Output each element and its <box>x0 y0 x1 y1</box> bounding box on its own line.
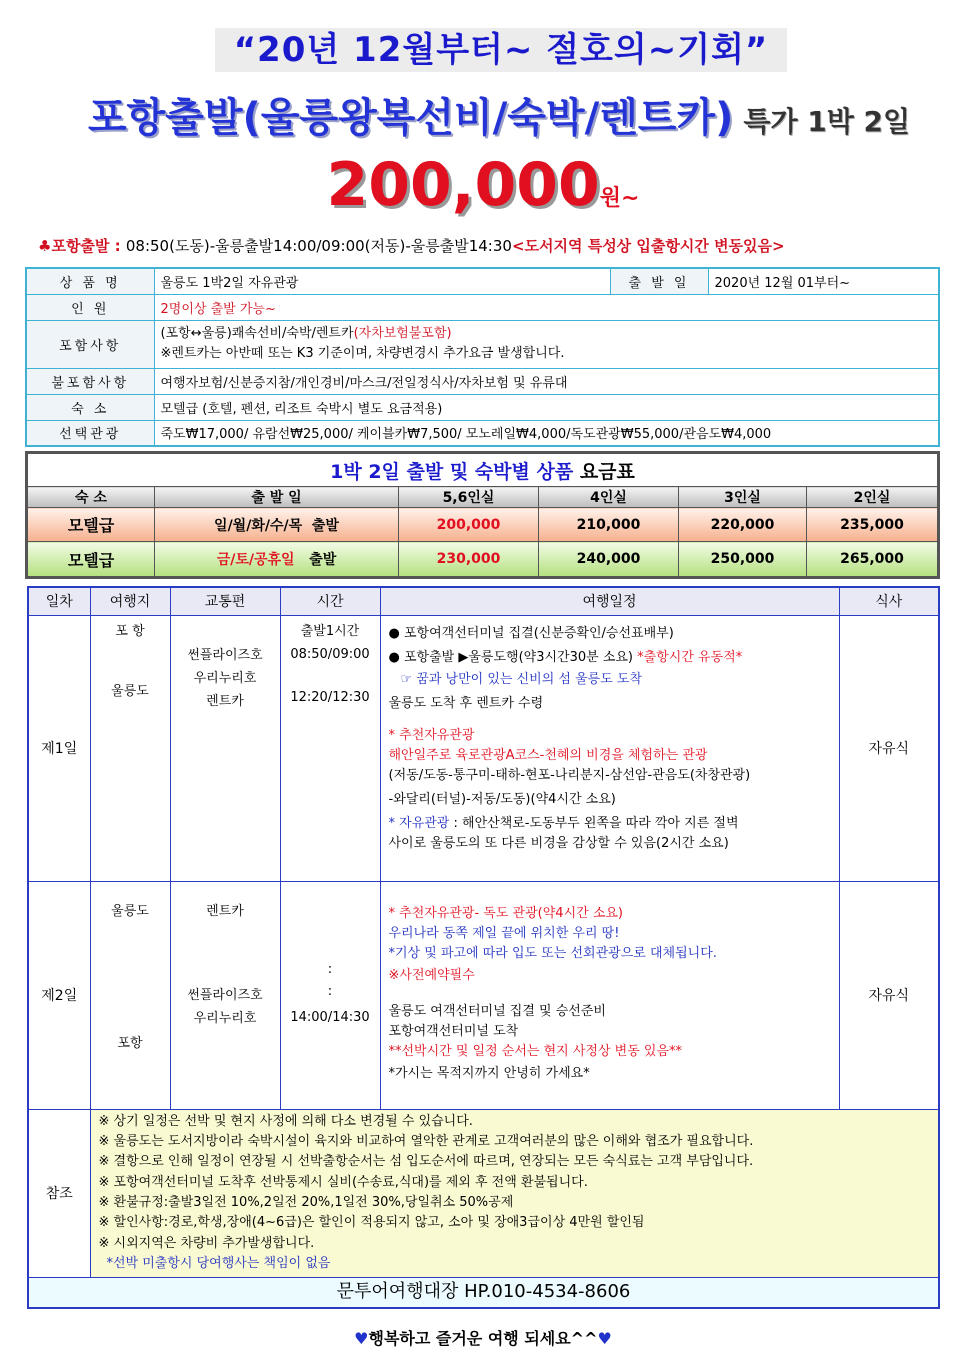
note-line: ※ 시외지역은 차량비 추가발생합니다. <box>98 1235 315 1251</box>
day-label: 제1일 <box>28 615 90 881</box>
note-line: *선박 미출항시 당여행사는 책임이 없음 <box>106 1256 331 1272</box>
fare-days <box>155 508 399 542</box>
contact-bar: 문투어여행대장 HP.010-4534-8606 <box>27 1277 940 1309</box>
fare-header-room: 2인실 <box>807 487 939 508</box>
fare-title <box>27 453 939 487</box>
itinerary-line: (저동/도동-통구미-태하-현포-나리분지-삼선암-관음도(차창관광) <box>388 767 751 783</box>
itinerary-line: ☞ 꿈과 낭만이 있는 신비의 섬 울릉도 도착 <box>400 671 643 687</box>
note-line: ※ 울릉도는 도서지방이라 숙박시설이 육지와 비교하여 열악한 관계로 고객여러분의 많은 이해와 협조가 필요합니다. <box>98 1133 754 1149</box>
notes-label: 참조 <box>28 1109 90 1278</box>
fare-lodging: 모텔급 <box>27 542 155 578</box>
footer-text: 행복하고 즐거운 여행 되세요^^ <box>368 1329 598 1348</box>
time: 14:00/14:30 <box>290 1009 370 1025</box>
place: 울릉도 <box>111 683 149 699</box>
place: 포 항 <box>115 623 145 639</box>
price-display <box>0 150 966 220</box>
option-value: 죽도₩17,000/ 유람선₩25,000/ 케이블카₩7,500/ 모노레일₩4,000/독도관광₩55,000/관음도₩4,000 <box>154 420 939 446</box>
include-note: (자차보험불포함) <box>353 326 452 341</box>
fare-header-room: 4인실 <box>539 487 679 508</box>
product-value: 울릉도 1박2일 자유관광 <box>154 268 610 294</box>
schedule-notes <box>28 1109 939 1278</box>
time: : <box>327 983 333 999</box>
itinerary-line: **선박시간 및 일정 순서는 현지 사정상 변동 있음** <box>388 1043 683 1059</box>
schedule-header-time: 시간 <box>280 587 380 615</box>
fare-table <box>25 451 940 579</box>
day-label: 제2일 <box>28 881 90 1109</box>
schedule-header-day: 일차 <box>28 587 90 615</box>
page-title <box>88 86 911 146</box>
fare-header-days: 출 발 일 <box>155 487 399 508</box>
people-value: 2명이상 출발 가능~ <box>154 294 939 320</box>
note-line: ※ 포항여객선터미널 도착후 선박통제시 실비(수송료,식대)를 제외 후 전액 환불됩니다. <box>98 1174 588 1190</box>
depart-label: 출 발 일 <box>610 268 708 294</box>
place: 울릉도 <box>111 903 149 919</box>
exclude-value: 여행자보험/신분증지참/개인경비/마스크/전일정식사/자차보험 및 유류대 <box>154 368 939 394</box>
lodging-label: 숙 소 <box>26 394 154 420</box>
title-sub: 특가 1박 2일 <box>743 105 911 138</box>
itinerary-line: * 추천자유관광- 독도 관광(약4시간 소요) <box>388 905 624 921</box>
departure-row <box>38 235 785 256</box>
schedule-day2 <box>28 881 939 1109</box>
price-unit: 원~ <box>599 186 640 211</box>
include-line1: (포항↔울릉)쾌속선비/숙박/렌트카 <box>160 326 354 341</box>
include-value <box>154 320 939 368</box>
people-label: 인 원 <box>26 294 154 320</box>
itinerary-line: 사이로 울릉도의 또 다른 비경을 감상할 수 있음(2시간 소요) <box>388 835 729 851</box>
transport: 우리누리호 <box>193 1010 257 1026</box>
transport: 렌트카 <box>206 693 244 709</box>
time: 12:20/12:30 <box>290 689 370 705</box>
transport: 우리누리호 <box>193 670 257 686</box>
product-info-table <box>25 267 940 447</box>
fare-price: 230,000 <box>399 542 539 578</box>
note-line: ※ 결항으로 인해 일정이 연장될 시 선박출항순서는 섬 입도순서에 따르며, 연장되는 모든 숙식료는 고객 부담입니다. <box>98 1154 754 1170</box>
schedule-header-itinerary: 여행일정 <box>380 587 839 615</box>
time: 08:50/09:00 <box>290 646 370 662</box>
fare-days-suffix: 출발 <box>311 517 339 534</box>
subtitle-banner: “20년 12월부터~ 절호의~기회” <box>215 28 787 72</box>
schedule-header-place: 여행지 <box>90 587 170 615</box>
note-line: ※ 상기 일정은 선박 및 현지 사정에 의해 다소 변경될 수 있습니다. <box>98 1113 473 1129</box>
fare-days-value: 일/월/화/수/목 <box>214 517 303 534</box>
fare-price: 265,000 <box>807 542 939 578</box>
itinerary-line: *기상 및 파고에 따라 입도 또는 선회관광으로 대체됩니다. <box>388 945 717 961</box>
fare-row-weekday <box>27 508 939 542</box>
itinerary-line: 우리나라 동쪽 제일 끝에 위치한 우리 땅! <box>388 925 620 941</box>
schedule-table <box>27 586 940 1279</box>
fare-header-room: 5,6인실 <box>399 487 539 508</box>
footer-message <box>0 1326 966 1349</box>
itinerary-line: ※사전예약필수 <box>388 967 475 983</box>
itinerary-line: 울릉도 도착 후 렌트카 수령 <box>388 695 544 711</box>
itinerary-line: : 해안산책로-도동부두 왼쪽을 따라 깍아 지른 절벽 <box>449 815 739 831</box>
itinerary-line: 해안일주로 육로관광A코스-천혜의 비경을 체험하는 관광 <box>388 747 708 763</box>
itinerary-line: *가시는 목적지까지 안녕히 가세요* <box>388 1065 590 1081</box>
fare-title-suffix: 요금표 <box>579 460 635 483</box>
product-label: 상 품 명 <box>26 268 154 294</box>
itinerary-line: ● 포항여객선터미널 집결(신분증확인/승선표배부) <box>388 625 674 641</box>
fare-header-room: 3인실 <box>679 487 807 508</box>
transport: 썬플라이즈호 <box>187 987 263 1003</box>
itinerary-line: * 자유관광 <box>388 815 450 831</box>
fare-price: 240,000 <box>539 542 679 578</box>
heart-icon: ♥ <box>354 1329 369 1348</box>
note-line: ※ 환불규정:출발3일전 10%,2일전 20%,1일전 30%,당일취소 50%공제 <box>98 1195 514 1211</box>
time: 출발1시간 <box>300 623 360 639</box>
fare-days <box>155 542 399 578</box>
include-label: 포함사항 <box>26 320 154 368</box>
itinerary-line: 울릉도 여객선터미널 집결 및 승선준비 <box>388 1003 606 1019</box>
depart-value: 2020년 12월 01부터~ <box>708 268 939 294</box>
club-icon: ♣ <box>38 237 52 255</box>
departure-times: 08:50(도동)-울릉출발14:00/09:00(저동)-울릉출발14:30 <box>125 237 512 255</box>
fare-header-lodging: 숙 소 <box>27 487 155 508</box>
itinerary-note: *출항시간 유동적* <box>637 649 743 665</box>
itinerary-line: ● 포항출발 ▶울릉도행(약3시간30분 소요) <box>388 649 634 665</box>
fare-days-suffix: 출발 <box>309 552 337 568</box>
notes-box <box>90 1109 939 1278</box>
schedule-header-transport: 교통편 <box>170 587 280 615</box>
transport: 썬플라이즈호 <box>187 647 263 663</box>
departure-label: 포항출발 : <box>51 237 126 255</box>
option-label: 선택관광 <box>26 420 154 446</box>
place: 포항 <box>117 1035 143 1051</box>
schedule-day1 <box>28 615 939 881</box>
fare-title-main: 1박 2일 출발 및 숙박별 상품 <box>330 460 574 483</box>
itinerary-day2 <box>380 881 839 1109</box>
fare-row-weekend <box>27 542 939 578</box>
exclude-label: 불포함사항 <box>26 368 154 394</box>
note-line: ※ 할인사항:경로,학생,장애(4~6급)은 할인이 적용되지 않고, 소아 및 장애3급이상 4만원 할인됨 <box>98 1215 645 1231</box>
fare-price: 235,000 <box>807 508 939 542</box>
fare-price: 250,000 <box>679 542 807 578</box>
itinerary-line: -와달리(터널)-저동/도동)(약4시간 소요) <box>388 791 616 807</box>
price-value: 200,000 <box>326 150 600 220</box>
fare-price: 200,000 <box>399 508 539 542</box>
lodging-value: 모텔급 (호텔, 펜션, 리조트 숙박시 별도 요금적용) <box>154 394 939 420</box>
title-main: 포항출발(울릉왕복선비/숙박/렌트카) <box>88 95 734 141</box>
fare-price: 220,000 <box>679 508 807 542</box>
itinerary-day1 <box>380 615 839 881</box>
itinerary-line: 포항여객선터미널 도착 <box>388 1023 519 1039</box>
meal: 자유식 <box>839 615 939 881</box>
fare-price: 210,000 <box>539 508 679 542</box>
fare-lodging: 모텔급 <box>27 508 155 542</box>
meal: 자유식 <box>839 881 939 1109</box>
itinerary-line: * 추천자유관광 <box>388 727 475 743</box>
schedule-header-meal: 식사 <box>839 587 939 615</box>
time: : <box>327 961 333 977</box>
fare-days-value: 금/토/공휴일 <box>216 552 295 568</box>
include-line2: ※렌트카는 아반떼 또는 K3 기준이며, 차량변경시 추가요금 발생합니다. <box>160 346 565 361</box>
departure-note: <도서지역 특성상 입출항시간 변동있음> <box>511 237 785 255</box>
transport: 렌트카 <box>206 903 244 919</box>
heart-icon: ♥ <box>597 1329 612 1348</box>
